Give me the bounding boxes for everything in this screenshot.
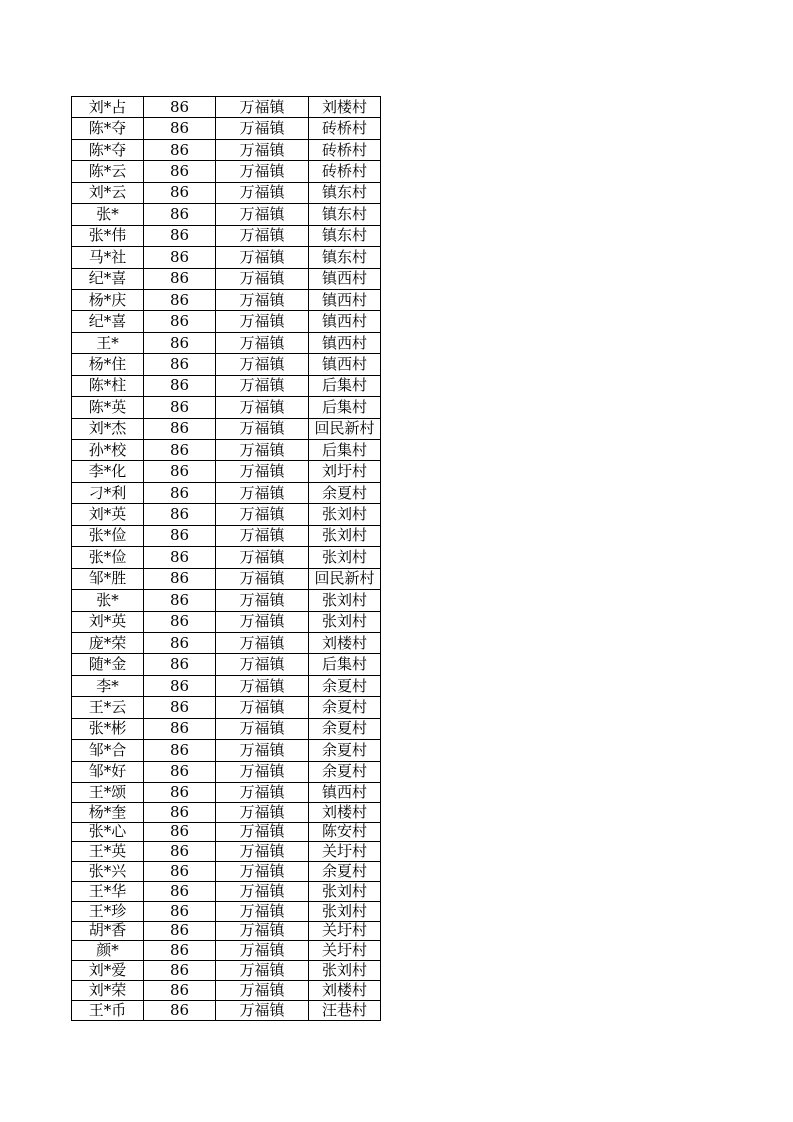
- value-cell: 86: [144, 961, 216, 981]
- village-cell: 张刘村: [309, 881, 381, 901]
- town-cell: 万福镇: [216, 397, 309, 418]
- town-cell: 万福镇: [216, 862, 309, 882]
- village-cell: 余夏村: [309, 482, 381, 503]
- town-cell: 万福镇: [216, 504, 309, 525]
- town-cell: 万福镇: [216, 182, 309, 203]
- table-row: [72, 611, 381, 632]
- village-cell: 张刘村: [309, 547, 381, 568]
- table-row: [72, 268, 381, 289]
- value-cell: 86: [144, 1000, 216, 1020]
- village-cell: 镇西村: [309, 354, 381, 375]
- table-row: [72, 718, 381, 739]
- town-cell: 万福镇: [216, 842, 309, 862]
- value-cell: 86: [144, 311, 216, 332]
- name-cell: 纪*喜: [72, 268, 144, 289]
- name-cell: 陈*云: [72, 161, 144, 182]
- name-cell: 刘*荣: [72, 980, 144, 1000]
- village-cell: 回民新村: [309, 568, 381, 589]
- value-cell: 86: [144, 525, 216, 546]
- name-cell: 王*华: [72, 881, 144, 901]
- table-row: [72, 161, 381, 182]
- village-cell: 陈安村: [309, 822, 381, 842]
- name-cell: 邹*好: [72, 761, 144, 782]
- name-cell: 陈*夺: [72, 118, 144, 139]
- value-cell: 86: [144, 611, 216, 632]
- name-cell: 杨*奎: [72, 802, 144, 822]
- village-cell: 镇西村: [309, 332, 381, 353]
- table-row: [72, 980, 381, 1000]
- table-row: [72, 354, 381, 375]
- name-cell: 刘*杰: [72, 418, 144, 439]
- value-cell: 86: [144, 247, 216, 268]
- name-cell: 刘*爱: [72, 961, 144, 981]
- table-row: [72, 697, 381, 718]
- name-cell: 张*俭: [72, 525, 144, 546]
- value-cell: 86: [144, 182, 216, 203]
- town-cell: 万福镇: [216, 1000, 309, 1020]
- value-cell: 86: [144, 289, 216, 310]
- town-cell: 万福镇: [216, 375, 309, 396]
- town-cell: 万福镇: [216, 440, 309, 461]
- village-cell: 后集村: [309, 397, 381, 418]
- value-cell: 86: [144, 97, 216, 118]
- town-cell: 万福镇: [216, 697, 309, 718]
- table-row: [72, 783, 381, 803]
- name-cell: 庞*荣: [72, 632, 144, 653]
- town-cell: 万福镇: [216, 611, 309, 632]
- town-cell: 万福镇: [216, 161, 309, 182]
- name-cell: 胡*香: [72, 921, 144, 941]
- table-row: [72, 440, 381, 461]
- table-row: [72, 311, 381, 332]
- table-row: [72, 842, 381, 862]
- name-cell: 张*兴: [72, 862, 144, 882]
- name-cell: 刘*英: [72, 504, 144, 525]
- town-cell: 万福镇: [216, 590, 309, 611]
- town-cell: 万福镇: [216, 654, 309, 675]
- table-row: [72, 654, 381, 675]
- table-row: [72, 247, 381, 268]
- value-cell: 86: [144, 354, 216, 375]
- village-cell: 镇东村: [309, 182, 381, 203]
- table-row: [72, 204, 381, 225]
- village-cell: 砖桥村: [309, 161, 381, 182]
- name-cell: 邹*合: [72, 740, 144, 761]
- value-cell: 86: [144, 980, 216, 1000]
- name-cell: 刘*英: [72, 611, 144, 632]
- village-cell: 后集村: [309, 375, 381, 396]
- name-cell: 颜*: [72, 941, 144, 961]
- name-cell: 刁*利: [72, 482, 144, 503]
- village-cell: 镇东村: [309, 204, 381, 225]
- village-cell: 后集村: [309, 654, 381, 675]
- village-cell: 刘圩村: [309, 461, 381, 482]
- value-cell: 86: [144, 921, 216, 941]
- table-row: [72, 862, 381, 882]
- village-cell: 张刘村: [309, 504, 381, 525]
- town-cell: 万福镇: [216, 718, 309, 739]
- table-row: [72, 881, 381, 901]
- name-cell: 张*心: [72, 822, 144, 842]
- town-cell: 万福镇: [216, 139, 309, 160]
- town-cell: 万福镇: [216, 822, 309, 842]
- village-cell: 后集村: [309, 440, 381, 461]
- value-cell: 86: [144, 697, 216, 718]
- town-cell: 万福镇: [216, 568, 309, 589]
- value-cell: 86: [144, 504, 216, 525]
- village-cell: 刘楼村: [309, 980, 381, 1000]
- table-row: [72, 568, 381, 589]
- name-cell: 陈*夺: [72, 139, 144, 160]
- village-cell: 张刘村: [309, 525, 381, 546]
- village-cell: 张刘村: [309, 590, 381, 611]
- town-cell: 万福镇: [216, 783, 309, 803]
- name-cell: 张*俭: [72, 547, 144, 568]
- table-row: [72, 921, 381, 941]
- name-cell: 孙*校: [72, 440, 144, 461]
- value-cell: 86: [144, 375, 216, 396]
- town-cell: 万福镇: [216, 881, 309, 901]
- value-cell: 86: [144, 632, 216, 653]
- value-cell: 86: [144, 139, 216, 160]
- town-cell: 万福镇: [216, 632, 309, 653]
- village-cell: 张刘村: [309, 961, 381, 981]
- name-cell: 刘*占: [72, 97, 144, 118]
- town-cell: 万福镇: [216, 461, 309, 482]
- name-cell: 王*云: [72, 697, 144, 718]
- town-cell: 万福镇: [216, 247, 309, 268]
- table-row: [72, 504, 381, 525]
- town-cell: 万福镇: [216, 980, 309, 1000]
- table-body: [72, 97, 381, 1021]
- table-row: [72, 482, 381, 503]
- table-row: [72, 289, 381, 310]
- value-cell: 86: [144, 397, 216, 418]
- name-cell: 张*彬: [72, 718, 144, 739]
- name-cell: 张*: [72, 590, 144, 611]
- village-cell: 张刘村: [309, 611, 381, 632]
- table-row: [72, 961, 381, 981]
- table-row: [72, 901, 381, 921]
- table-row: [72, 397, 381, 418]
- name-cell: 李*: [72, 675, 144, 696]
- value-cell: 86: [144, 881, 216, 901]
- town-cell: 万福镇: [216, 332, 309, 353]
- name-cell: 王*币: [72, 1000, 144, 1020]
- name-cell: 杨*住: [72, 354, 144, 375]
- table-row: [72, 590, 381, 611]
- town-cell: 万福镇: [216, 921, 309, 941]
- name-cell: 纪*喜: [72, 311, 144, 332]
- value-cell: 86: [144, 482, 216, 503]
- town-cell: 万福镇: [216, 97, 309, 118]
- name-cell: 张*: [72, 204, 144, 225]
- name-cell: 刘*云: [72, 182, 144, 203]
- value-cell: 86: [144, 568, 216, 589]
- name-cell: 王*珍: [72, 901, 144, 921]
- town-cell: 万福镇: [216, 961, 309, 981]
- village-cell: 余夏村: [309, 862, 381, 882]
- village-cell: 镇西村: [309, 268, 381, 289]
- village-cell: 镇东村: [309, 247, 381, 268]
- value-cell: 86: [144, 761, 216, 782]
- value-cell: 86: [144, 204, 216, 225]
- town-cell: 万福镇: [216, 268, 309, 289]
- village-cell: 镇西村: [309, 289, 381, 310]
- name-cell: 随*金: [72, 654, 144, 675]
- village-cell: 回民新村: [309, 418, 381, 439]
- town-cell: 万福镇: [216, 118, 309, 139]
- town-cell: 万福镇: [216, 525, 309, 546]
- value-cell: 86: [144, 862, 216, 882]
- name-cell: 张*伟: [72, 225, 144, 246]
- table-row: [72, 332, 381, 353]
- value-cell: 86: [144, 461, 216, 482]
- table-row: [72, 822, 381, 842]
- table-row: [72, 632, 381, 653]
- village-cell: 刘楼村: [309, 632, 381, 653]
- value-cell: 86: [144, 161, 216, 182]
- table-row: [72, 182, 381, 203]
- table-row: [72, 525, 381, 546]
- table-row: [72, 461, 381, 482]
- table-row: [72, 675, 381, 696]
- village-cell: 余夏村: [309, 697, 381, 718]
- village-cell: 余夏村: [309, 718, 381, 739]
- village-cell: 砖桥村: [309, 118, 381, 139]
- village-cell: 镇西村: [309, 783, 381, 803]
- value-cell: 86: [144, 740, 216, 761]
- value-cell: 86: [144, 802, 216, 822]
- village-cell: 汪巷村: [309, 1000, 381, 1020]
- name-cell: 王*英: [72, 842, 144, 862]
- table-row: [72, 547, 381, 568]
- town-cell: 万福镇: [216, 941, 309, 961]
- table-row: [72, 118, 381, 139]
- table-row: [72, 761, 381, 782]
- village-cell: 余夏村: [309, 761, 381, 782]
- village-cell: 刘楼村: [309, 97, 381, 118]
- table-row: [72, 740, 381, 761]
- table-row: [72, 802, 381, 822]
- table-row: [72, 941, 381, 961]
- village-cell: 关圩村: [309, 842, 381, 862]
- village-cell: 关圩村: [309, 941, 381, 961]
- town-cell: 万福镇: [216, 289, 309, 310]
- table-row: [72, 139, 381, 160]
- town-cell: 万福镇: [216, 761, 309, 782]
- town-cell: 万福镇: [216, 418, 309, 439]
- value-cell: 86: [144, 783, 216, 803]
- name-cell: 马*社: [72, 247, 144, 268]
- town-cell: 万福镇: [216, 901, 309, 921]
- value-cell: 86: [144, 822, 216, 842]
- value-cell: 86: [144, 590, 216, 611]
- table-row: [72, 418, 381, 439]
- village-cell: 镇西村: [309, 311, 381, 332]
- town-cell: 万福镇: [216, 225, 309, 246]
- value-cell: 86: [144, 654, 216, 675]
- town-cell: 万福镇: [216, 354, 309, 375]
- name-cell: 王*: [72, 332, 144, 353]
- value-cell: 86: [144, 901, 216, 921]
- village-cell: 余夏村: [309, 675, 381, 696]
- value-cell: 86: [144, 842, 216, 862]
- value-cell: 86: [144, 268, 216, 289]
- name-cell: 杨*庆: [72, 289, 144, 310]
- name-cell: 王*颂: [72, 783, 144, 803]
- value-cell: 86: [144, 675, 216, 696]
- name-cell: 李*化: [72, 461, 144, 482]
- village-cell: 砖桥村: [309, 139, 381, 160]
- value-cell: 86: [144, 418, 216, 439]
- table-row: [72, 225, 381, 246]
- town-cell: 万福镇: [216, 740, 309, 761]
- town-cell: 万福镇: [216, 482, 309, 503]
- town-cell: 万福镇: [216, 311, 309, 332]
- value-cell: 86: [144, 941, 216, 961]
- town-cell: 万福镇: [216, 675, 309, 696]
- name-cell: 邹*胜: [72, 568, 144, 589]
- value-cell: 86: [144, 718, 216, 739]
- town-cell: 万福镇: [216, 802, 309, 822]
- town-cell: 万福镇: [216, 204, 309, 225]
- value-cell: 86: [144, 547, 216, 568]
- town-cell: 万福镇: [216, 547, 309, 568]
- village-cell: 余夏村: [309, 740, 381, 761]
- data-table: [71, 96, 381, 1021]
- table-row: [72, 97, 381, 118]
- value-cell: 86: [144, 118, 216, 139]
- village-cell: 张刘村: [309, 901, 381, 921]
- value-cell: 86: [144, 440, 216, 461]
- value-cell: 86: [144, 332, 216, 353]
- table-row: [72, 375, 381, 396]
- value-cell: 86: [144, 225, 216, 246]
- table-row: [72, 1000, 381, 1020]
- village-cell: 镇东村: [309, 225, 381, 246]
- name-cell: 陈*柱: [72, 375, 144, 396]
- name-cell: 陈*英: [72, 397, 144, 418]
- village-cell: 关圩村: [309, 921, 381, 941]
- village-cell: 刘楼村: [309, 802, 381, 822]
